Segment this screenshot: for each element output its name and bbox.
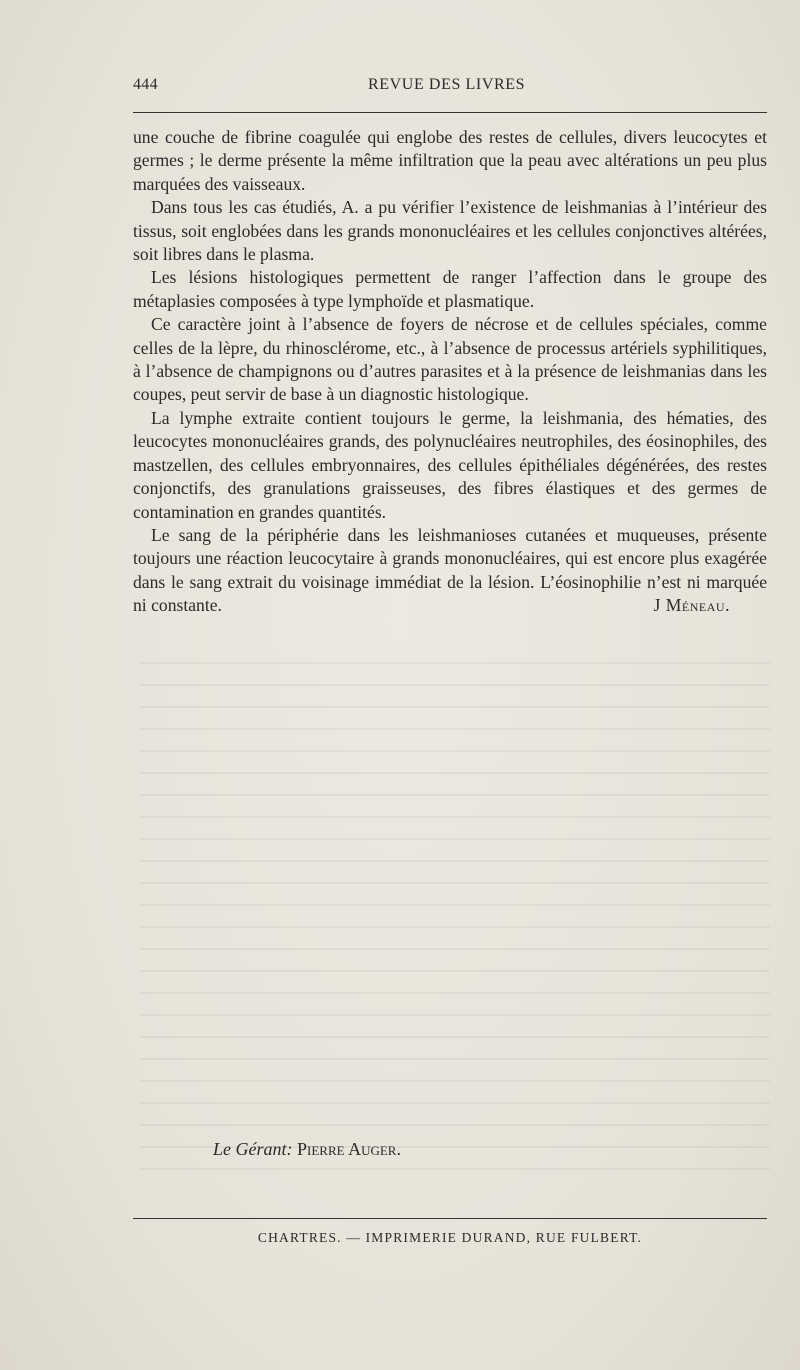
bleed-through-texture (140, 650, 770, 1170)
page-header (133, 76, 767, 98)
paragraph-with-signature (133, 524, 767, 618)
gerant-label: Le Gérant: (213, 1139, 293, 1159)
printer-imprint: CHARTRES. — IMPRIMERIE DURAND, RUE FULBERT. (257, 1230, 643, 1245)
running-title: REVUE DES LIVRES (368, 76, 526, 93)
author-signature: J Méneau. (653, 595, 730, 616)
paragraph: Dans tous les cas étudiés, A. a pu vérifier l’existence de leishmanias à l’intérieur des tissus, soit englobées dans les grands mononucléaires et les cellules conjonctives altérées, soit libres dans le plasma. (133, 197, 767, 265)
gerant-name: Pierre Auger. (297, 1139, 401, 1159)
article-body (133, 126, 767, 618)
footer-rule (133, 1218, 767, 1219)
paragraph: Les lésions histologiques permettent de ranger l’affection dans le groupe des métaplasies composées à type lymphoïde et plasmatique. (133, 267, 767, 311)
paragraph: La lymphe extraite contient toujours le germe, la leishmania, des hématies, des leucocytes mononucléaires grands, des polynucléaires neutrophiles, des éosinophiles, des mastzellen, des cellules embryonnaires, des cellules épithéliales dégénérées, des restes conjonctifs, des granulations graisseuses, des fibres élastiques et des germes de contamination en grandes quantités. (133, 407, 767, 522)
page-number: 444 (133, 76, 158, 93)
paragraph: Le sang de la périphérie dans les leishmanioses cutanées et muqueuses, présente toujours une réaction leucocytaire à grands mononucléaires, qui est encore plus exagérée dans le sang extrait du voisinage immédiat de la lésion. L’éosinophilie n’est ni marquée ni constante. (133, 524, 767, 616)
paragraph: Ce caractère joint à l’absence de foyers de nécrose et de cellules spéciales, comme celles de la lèpre, du rhinosclérome, etc., à l’absence de processus artériels syphilitiques, à l’absence de champignons ou d’autres parasites et à la présence de leishmanias dans les coupes, peut servir de base à un diagnostic histologique. (133, 314, 767, 405)
header-rule (133, 112, 767, 113)
gerant-line (213, 1139, 401, 1160)
paragraph: une couche de fibrine coagulée qui englobe des restes de cellules, divers leucocytes et germes ; le derme présente la même infiltration que la peau avec altérations un peu plus marquées des vaisseaux. (133, 127, 767, 194)
